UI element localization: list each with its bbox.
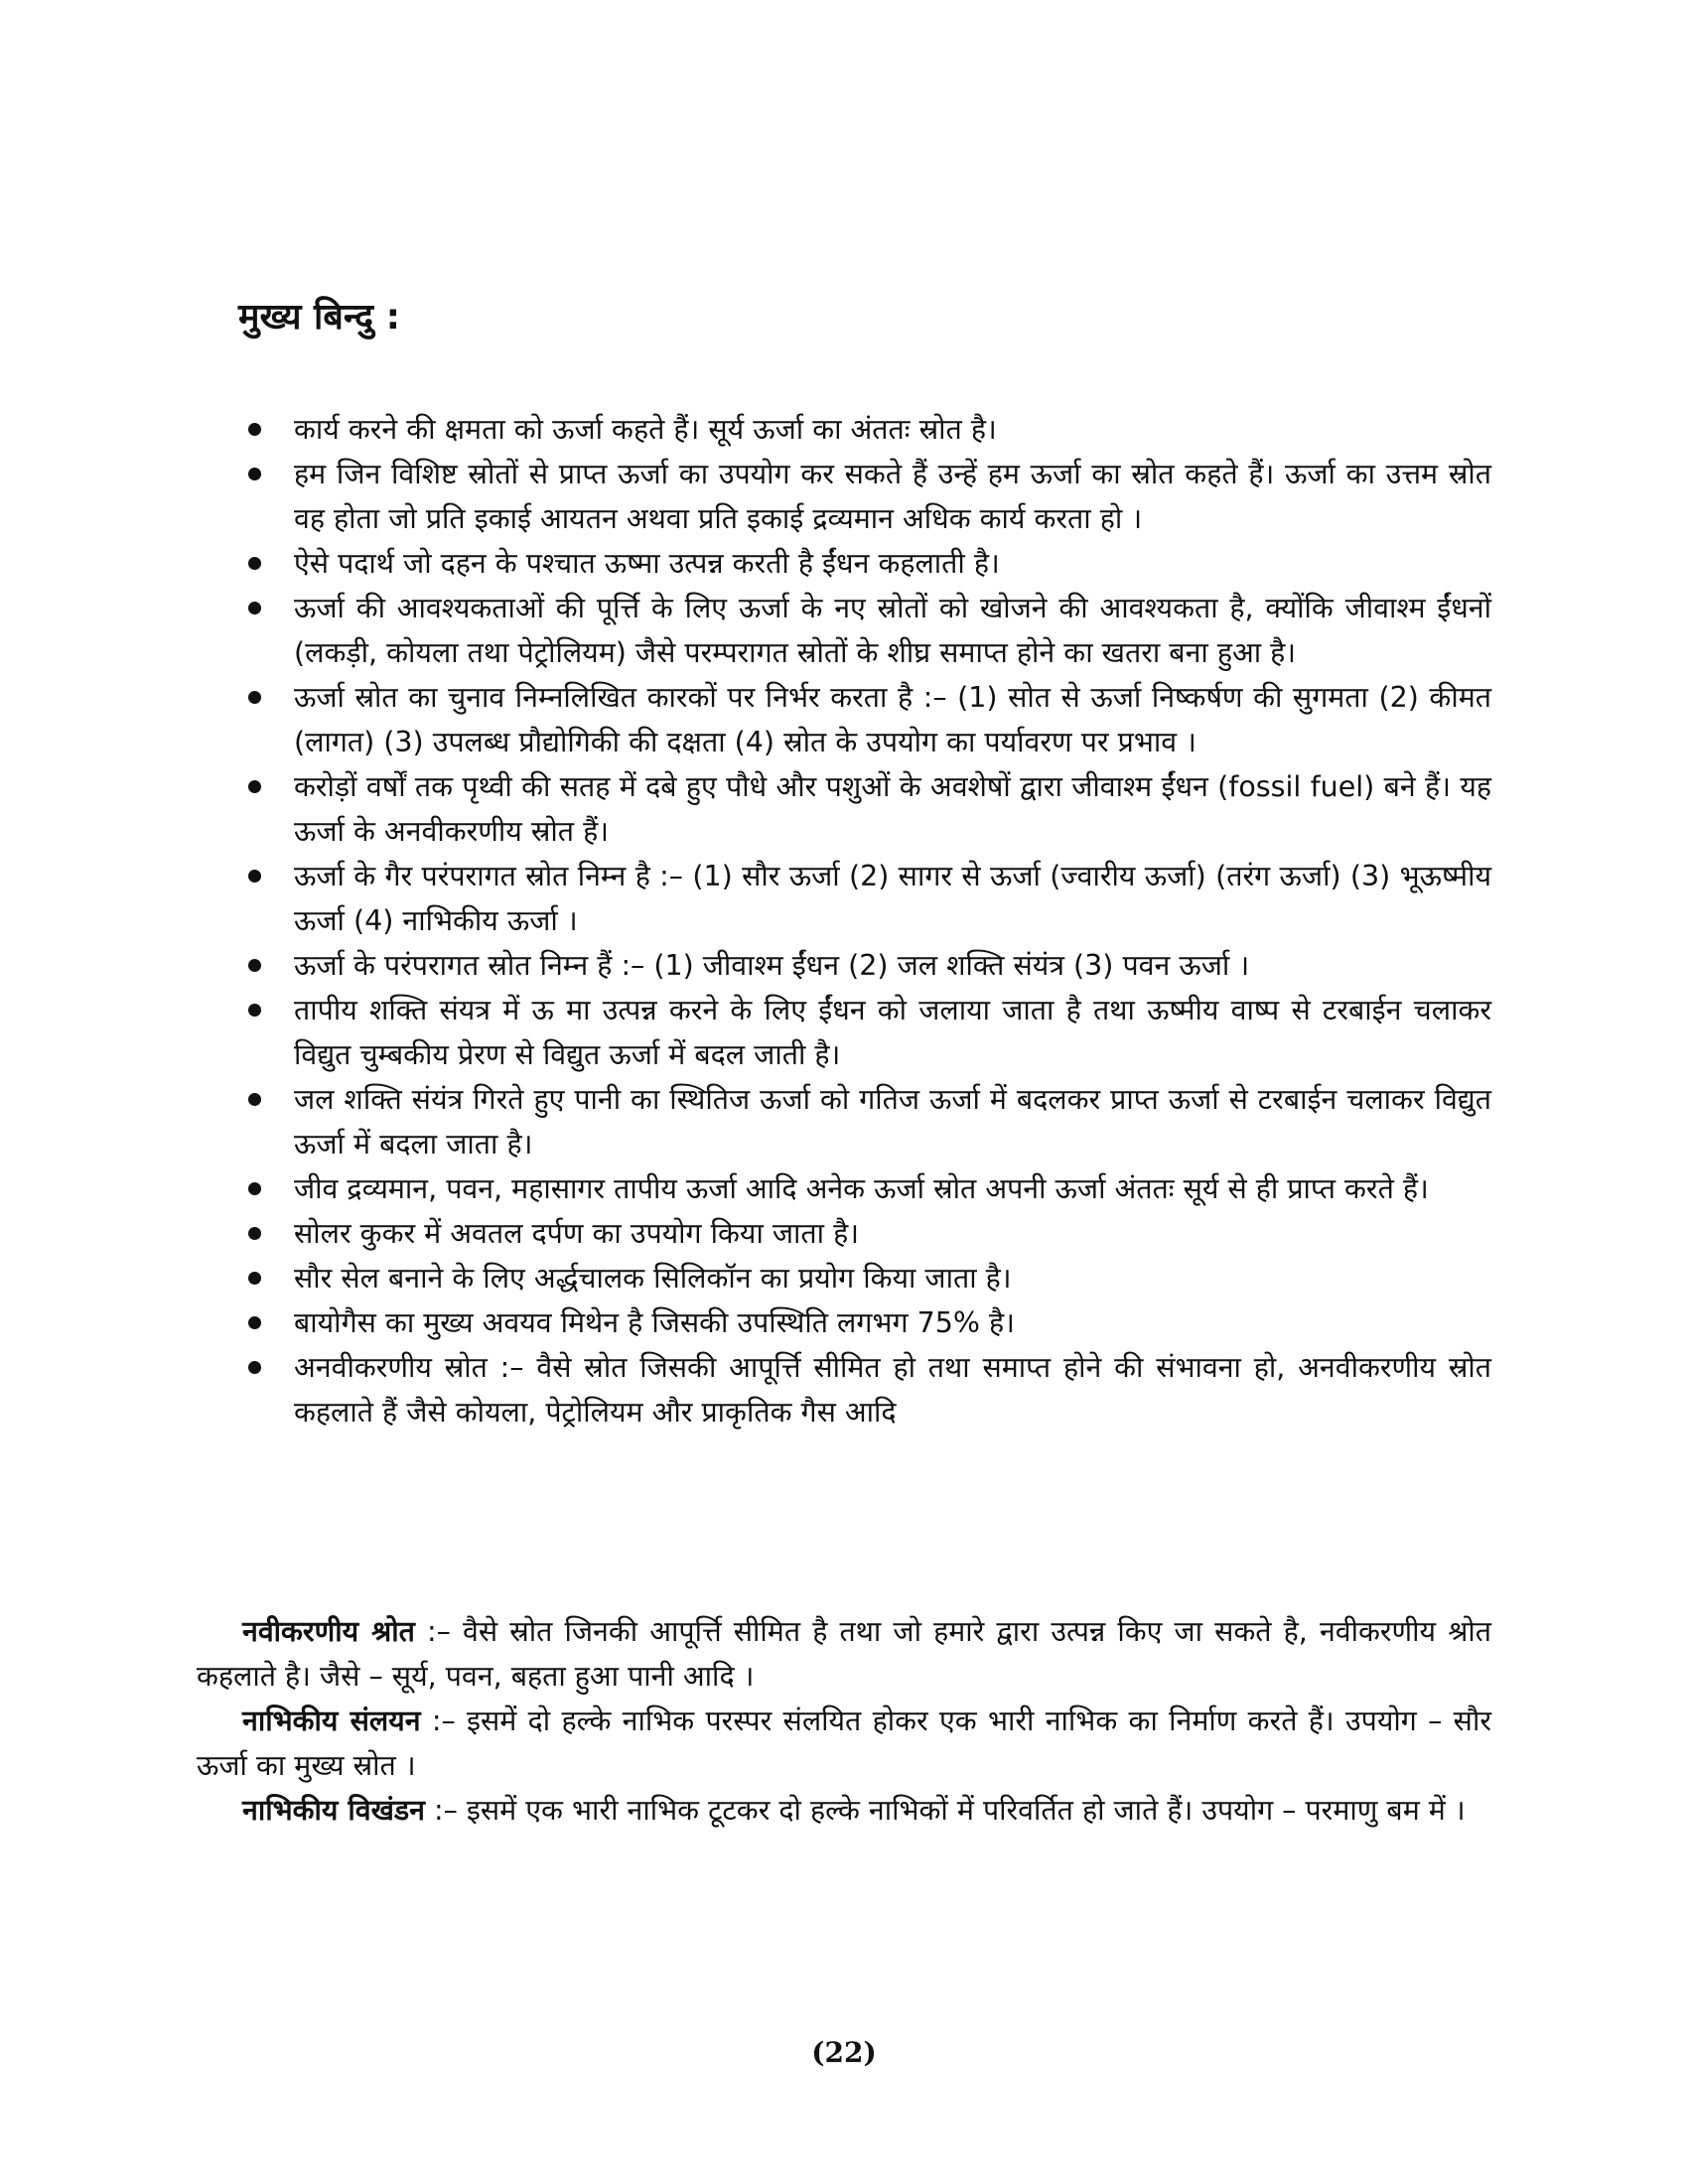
list-item-text: ऊर्जा स्रोत का चुनाव निम्नलिखित कारकों पर निर्भर करता है :– (1) सोत से ऊर्जा निष्कर्षण की सुगमता (2) कीमत (लागत) (3) उपलब्ध प्रौद्योगिकी की दक्षता (4) स्रोत के उपयोग का पर्यावरण पर प्रभाव । [294, 681, 1491, 758]
list-item-text: हम जिन विशिष्ट स्रोतों से प्राप्त ऊर्जा का उपयोग कर सकते हैं उन्हें हम ऊर्जा का स्रोत कहते हैं। ऊर्जा का उत्तम स्रोत वह होता जो प्रति इकाई आयतन अथवा प्रति इकाई द्रव्यमान अधिक कार्य करता हो । [294, 458, 1491, 535]
list-item [248, 1300, 1491, 1345]
list-item [248, 541, 1491, 586]
bullet-icon [248, 959, 261, 972]
bullet-icon [248, 1227, 261, 1240]
list-item-text: कार्य करने की क्षमता को ऊर्जा कहते हैं। सूर्य ऊर्जा का अंततः स्रोत है। [294, 413, 997, 446]
section-heading: मुख्य बिन्दु : [238, 297, 401, 338]
list-item [248, 988, 1491, 1077]
definitions-section [197, 1609, 1491, 1833]
list-item [248, 1256, 1491, 1300]
bullet-icon [248, 1004, 261, 1017]
list-item-text: जल शक्ति संयंत्र गिरते हुए पानी का स्थितिज ऊर्जा को गतिज ऊर्जा में बदलकर प्राप्त ऊर्जा से टरबाईन चलाकर विद्युत ऊर्जा में बदला जाता है। [294, 1083, 1491, 1160]
bullet-icon [248, 1316, 261, 1329]
definition-paragraph [197, 1609, 1491, 1699]
list-item [248, 1166, 1491, 1211]
definition-term: नवीकरणीय श्रोत [242, 1615, 415, 1648]
list-item-text: जीव द्रव्यमान, पवन, महासागर तापीय ऊर्जा आदि अनेक ऊर्जा स्रोत अपनी ऊर्जा अंततः सूर्य से ही प्राप्त करते हैं। [294, 1172, 1429, 1205]
list-item-text: सोलर कुकर में अवतल दर्पण का उपयोग किया जाता है। [294, 1217, 860, 1250]
list-item [248, 1345, 1491, 1434]
definition-text: :– इसमें एक भारी नाभिक टूटकर दो हल्के नाभिकों में परिवर्तित हो जाते हैं। उपयोग – परमाणु बम में । [424, 1794, 1466, 1827]
list-item [248, 407, 1491, 452]
bullet-icon [248, 423, 261, 436]
bullet-icon [248, 691, 261, 704]
definition-text: :– इसमें दो हल्के नाभिक परस्पर संलयित होकर एक भारी नाभिक का निर्माण करते हैं। उपयोग – सौर ऊर्जा का मुख्य स्रोत । [197, 1705, 1491, 1782]
bullet-icon [248, 1093, 261, 1106]
list-item [248, 943, 1491, 988]
list-item [248, 675, 1491, 764]
bullet-icon [248, 1272, 261, 1285]
list-item [248, 1211, 1491, 1256]
list-item-text: ऊर्जा की आवश्यकताओं की पूर्त्ति के लिए ऊर्जा के नए स्रोतों को खोजने की आवश्यकता है, क्योंकि जीवाश्म ईंधनों (लकड़ी, कोयला तथा पेट्रोलियम) जैसे परम्परागत स्रोतों के शीघ्र समाप्त होने का खतरा बना हुआ है। [294, 592, 1491, 669]
definition-text: :– वैसे स्रोत जिनकी आपूर्त्ति सीमित है तथा जो हमारे द्वारा उत्पन्न किए जा सकते है, नवीकरणीय श्रोत कहलाते है। जैसे – सूर्य, पवन, बहता हुआ पानी आदि । [197, 1615, 1491, 1693]
list-item [248, 854, 1491, 943]
bullet-icon [248, 557, 261, 570]
definition-paragraph [197, 1699, 1491, 1788]
bullet-icon [248, 1361, 261, 1374]
list-item [248, 452, 1491, 541]
list-item [248, 1077, 1491, 1166]
bullet-icon [248, 870, 261, 883]
list-item [248, 764, 1491, 854]
list-item [248, 586, 1491, 675]
key-points-list [248, 407, 1491, 1434]
bullet-icon [248, 468, 261, 480]
definition-paragraph [197, 1788, 1491, 1833]
list-item-text: बायोगैस का मुख्य अवयव मिथेन है जिसकी उपस्थिति लगभग 75% है। [294, 1306, 1015, 1339]
list-item-text: सौर सेल बनाने के लिए अर्द्धचालक सिलिकॉन का प्रयोग किया जाता है। [294, 1262, 1012, 1295]
page-number: (22) [811, 2036, 877, 2069]
bullet-icon [248, 1182, 261, 1195]
list-item-text: ऊर्जा के गैर परंपरागत स्रोत निम्न है :– (1) सौर ऊर्जा (2) सागर से ऊर्जा (ज्वारीय ऊर्जा) (तरंग ऊर्जा) (3) भूऊष्मीय ऊर्जा (4) नाभिकीय ऊर्जा । [294, 860, 1491, 937]
list-item-text: ऊर्जा के परंपरागत स्रोत निम्न हैं :– (1) जीवाश्म ईंधन (2) जल शक्ति संयंत्र (3) पवन ऊर्जा । [294, 949, 1250, 982]
list-item-text: तापीय शक्ति संयत्र में ऊ मा उत्पन्न करने के लिए ईंधन को जलाया जाता है तथा ऊष्मीय वाष्प से टरबाईन चलाकर विद्युत चुम्बकीय प्रेरण से विद्युत ऊर्जा में बदल जाती है। [294, 994, 1491, 1071]
list-item-text: ऐसे पदार्थ जो दहन के पश्चात ऊष्मा उत्पन्न करती है ईंधन कहलाती है। [294, 547, 1000, 580]
definition-term: नाभिकीय विखंडन [242, 1794, 425, 1827]
definition-term: नाभिकीय संलयन [242, 1705, 421, 1737]
list-item-text: करोड़ों वर्षों तक पृथ्वी की सतह में दबे हुए पौधे और पशुओं के अवशेषों द्वारा जीवाश्म ईंधन (fossil fuel) बने हैं। यह ऊर्जा के अनवीकरणीय स्रोत हैं। [294, 770, 1491, 848]
list-item-text: अनवीकरणीय स्रोत :– वैसे स्रोत जिसकी आपूर्त्ति सीमित हो तथा समाप्त होने की संभावना हो, अनवीकरणीय स्रोत कहलाते हैं जैसे कोयला, पेट्रोलियम और प्राकृतिक गैस आदि [294, 1351, 1491, 1429]
bullet-icon [248, 602, 261, 614]
bullet-icon [248, 780, 261, 793]
